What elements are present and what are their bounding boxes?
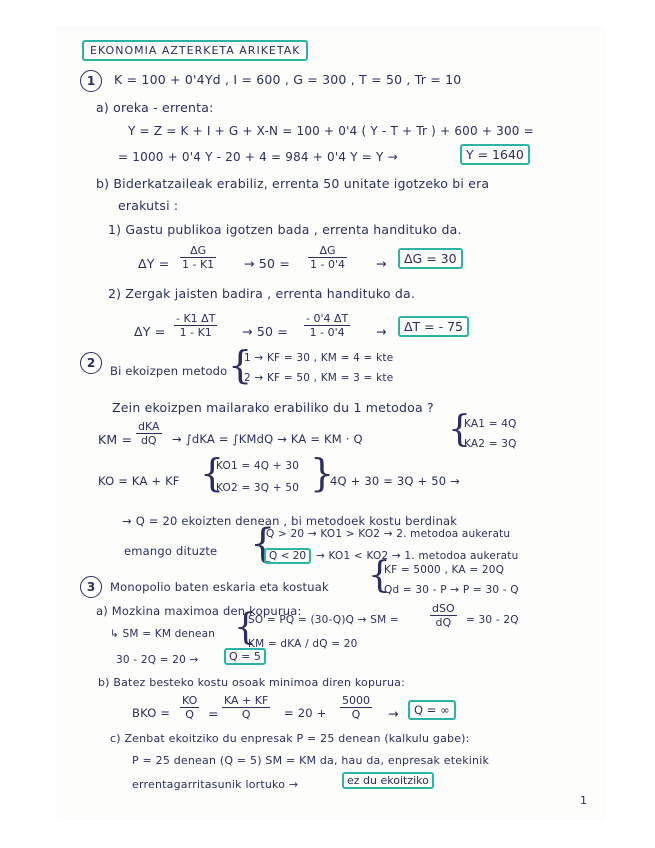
ex3-c-title: c) Zenbat ekoitziko du enpresak P = 25 denean (kalkulu gabe):: [110, 732, 470, 745]
ex2-methods-brace: {: [228, 343, 253, 387]
ex3-c-line1: P = 25 denean (Q = 5) SM = KM da, hau da, enpresak etekinik: [132, 754, 490, 767]
page-title: EKONOMIA AZTERKETA ARIKETAK: [82, 40, 308, 61]
ex2-km-num: dKA: [138, 420, 160, 433]
ex1-b2-text: 2) Zergak jaisten badira , errenta handituko da.: [108, 286, 416, 301]
ex1-b1-f2-den: 1 - 0'4: [310, 258, 345, 271]
ex2-ka2: KA2 = 3Q: [464, 438, 517, 450]
ex3-b-arrow: →: [388, 706, 399, 721]
ex3-b-eq: =: [208, 706, 219, 721]
ex3-b-lhs: BKO =: [132, 706, 171, 720]
ex3-b-f2-den: Q: [241, 708, 251, 721]
ex3-b-fraction-2: [222, 694, 270, 721]
ex2-conclusion: → Q = 20 ekoizten denean , bi metodoek kostu berdinak: [122, 514, 458, 528]
ex1-b2-f1-num: - K1 ΔT: [176, 312, 216, 325]
ex2-method-2: 2 → KF = 50 , KM = 3 = kte: [244, 372, 394, 384]
exercise-2-number: 2: [80, 352, 102, 374]
ex2-ko1: KO1 = 4Q + 30: [216, 460, 300, 472]
ex1-b-title: b) Biderkatzaileak erabiliz, errenta 50 unitate igotzeko bi era: [96, 176, 490, 191]
ex2-km-lhs: KM =: [98, 432, 133, 447]
ex2-km-den: dQ: [140, 434, 157, 447]
ex2-ko-brace-right: }: [310, 451, 335, 495]
ex1-b2-result: ΔT = - 75: [398, 316, 469, 337]
ex2-ko-rest: 4Q + 30 = 3Q + 50 →: [330, 474, 460, 488]
ex3-b-f1-num: KO: [182, 694, 198, 707]
ex1-b2-fraction-1: [174, 312, 217, 339]
ex1-b2-mid: → 50 =: [242, 324, 288, 339]
ex3-data-brace: {: [368, 555, 391, 596]
ex3-b-fraction-3: [340, 694, 372, 721]
ex2-ka1: KA1 = 4Q: [464, 418, 517, 430]
ex1-b1-fraction-1: [180, 244, 216, 271]
ex3-b-f2-num: KA + KF: [224, 694, 269, 707]
ex2-km-fraction: [136, 420, 162, 447]
ex3-a-result: Q = 5: [224, 648, 266, 665]
ex3-a-brace: {: [234, 607, 257, 648]
notebook-page: [58, 28, 603, 818]
ex2-intro: Bi ekoizpen metodo: [110, 364, 228, 378]
ex3-a-km: KM = dKA / dQ = 20: [248, 638, 358, 650]
ex1-b1-fraction-2: [308, 244, 347, 271]
ex3-c-line2: errentagarritasunik lortuko →: [132, 778, 299, 791]
ex3-b-f3-den: Q: [351, 708, 361, 721]
ex1-b1-mid: → 50 =: [244, 256, 290, 271]
ex1-a-title: a) oreka - errenta:: [96, 100, 214, 115]
ex1-given: K = 100 + 0'4Yd , I = 600 , G = 300 , T = 50 , Tr = 10: [114, 72, 462, 87]
ex3-b-title: b) Batez besteko kostu osoak minimoa diren kopurua:: [98, 676, 406, 689]
ex3-a-so-fraction: [430, 602, 457, 629]
ex3-a-line1: ↳ SM = KM denean: [110, 628, 216, 640]
ex3-a-so: SO = PQ = (30-Q)Q → SM =: [248, 614, 399, 626]
ex1-b1-arrow: →: [376, 256, 387, 271]
ex2-condition-2-rest: → KO1 < KO2 → 1. metodoa aukeratu: [316, 550, 519, 562]
ex1-b2-arrow: →: [376, 324, 387, 339]
ex1-b2-lhs: ΔY =: [134, 324, 166, 339]
ex1-b1-f1-den: 1 - K1: [182, 258, 215, 271]
ex2-condition-2-box: Q < 20: [264, 548, 311, 564]
ex2-conditions-brace: {: [250, 521, 276, 567]
ex1-b2-f1-den: 1 - K1: [179, 326, 212, 339]
ex1-a-eq2: = 1000 + 0'4 Y - 20 + 4 = 984 + 0'4 Y = Y →: [118, 150, 398, 164]
ex3-c-result: ez du ekoitziko: [342, 772, 434, 789]
exercise-1-number: 1: [80, 70, 102, 92]
ex1-b-title2: erakutsi :: [118, 198, 179, 213]
ex3-b-result: Q = ∞: [408, 700, 456, 720]
ex1-b2-f2-num: - 0'4 ΔT: [306, 312, 349, 325]
ex1-b1-f2-num: ΔG: [308, 244, 347, 258]
ex3-kf: KF = 5000 , KA = 20Q: [384, 564, 505, 576]
ex3-a-so-den: dQ: [435, 616, 452, 629]
ex1-b2-fraction-2: [304, 312, 350, 339]
ex1-a-result: Y = 1640: [460, 144, 530, 165]
ex2-ko-lhs: KO = KA + KF: [98, 474, 180, 488]
ex2-ka-brace: {: [448, 409, 471, 450]
ex1-b1-f1-num: ΔG: [180, 244, 216, 258]
ex2-ko2: KO2 = 3Q + 50: [216, 482, 300, 494]
ex1-b1-result: ΔG = 30: [398, 248, 463, 269]
ex3-b-fraction-1: [180, 694, 199, 721]
ex2-question: Zein ekoizpen mailarako erabiliko du 1 metodoa ?: [112, 400, 434, 415]
ex3-b-f3-num: 5000: [342, 694, 370, 707]
ex1-b1-lhs: ΔY =: [138, 256, 170, 271]
ex2-km-rest: → ∫dKA = ∫KMdQ → KA = KM · Q: [172, 432, 363, 446]
exercise-3-number: 3: [80, 576, 102, 598]
ex1-b2-f2-den: 1 - 0'4: [309, 326, 345, 339]
ex2-method-1: 1 → KF = 30 , KM = 4 = kte: [244, 352, 394, 364]
ex2-emango: emango dituzte: [124, 544, 218, 558]
ex3-a-so-rest: = 30 - 2Q: [466, 614, 519, 626]
ex1-b1-text: 1) Gastu publikoa igotzen bada , errenta handituko da.: [108, 222, 462, 237]
ex3-qd: Qd = 30 - P → P = 30 - Q: [384, 584, 519, 596]
page-number: 1: [580, 794, 588, 807]
ex3-intro: Monopolio baten eskaria eta kostuak: [110, 580, 329, 594]
ex3-a-title: a) Mozkina maximoa den kopurua:: [96, 604, 302, 618]
ex1-a-eq1: Y = Z = K + I + G + X-N = 100 + 0'4 ( Y - T + Tr ) + 600 + 300 =: [128, 124, 534, 138]
ex2-ko-brace-left: {: [200, 451, 225, 495]
ex3-b-f1-den: Q: [185, 708, 194, 721]
ex3-b-mid: = 20 +: [284, 706, 327, 720]
ex3-a-so-num: dSO: [432, 602, 455, 615]
ex3-a-line2: 30 - 2Q = 20 →: [116, 654, 199, 666]
ex2-condition-1: Q > 20 → KO1 > KO2 → 2. metodoa aukeratu: [266, 528, 511, 540]
